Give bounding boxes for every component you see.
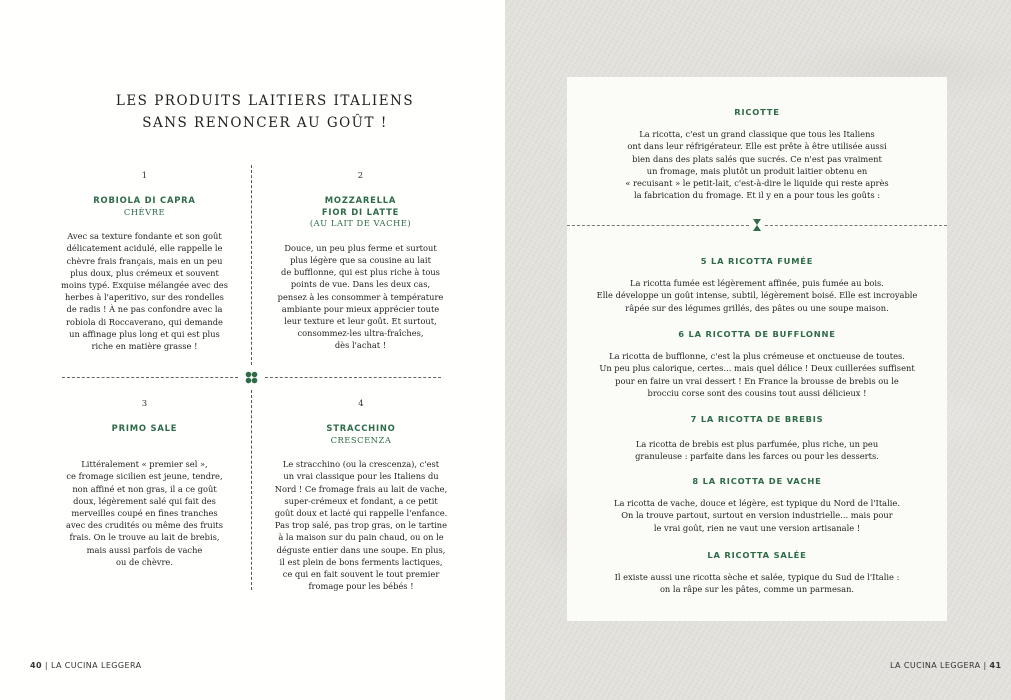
section-ricotta-salee: [567, 549, 947, 596]
cheese-block-stracchino: [265, 398, 457, 592]
vertical-divider-top: [251, 165, 252, 365]
cheese-block-primo-sale: [52, 398, 237, 568]
body-line: de radis ! À ne pas confondre avec la: [66, 304, 223, 315]
body-line: Pas trop salé, pas trop gras, on le tartine: [274, 520, 448, 531]
body-line: un fromage, mais plutôt un produit laitier obtenu en: [646, 165, 868, 176]
body-line: Avec sa texture fondante et son goût: [67, 231, 222, 242]
running-title: LA CUCINA LEGGERA: [50, 661, 142, 670]
block-body: [268, 242, 453, 352]
block-subheading: (AU LAIT DE VACHE): [309, 218, 412, 229]
body-line: super-crémeux et fondant, a ce petit: [284, 495, 438, 506]
body-line: fromage pour les bébés !: [308, 581, 414, 592]
body-line: Littéralement « premier sel »,: [81, 459, 208, 470]
body-line: non affiné et non gras, il a ce goût: [72, 483, 217, 494]
body-line: leur texture et leur goût. Et surtout,: [284, 315, 437, 326]
four-leaf-clover-icon: [244, 370, 259, 385]
body-line: il est plein de bons ferments lactiques,: [279, 556, 443, 567]
body-line: de bufflonne, qui est plus riche à tous: [281, 267, 440, 278]
body-line: merveilles coupé en fines tranches: [71, 508, 218, 519]
body-line: on la râpe sur les pâtes, comme un parmesan.: [659, 584, 855, 595]
body-line: « recuisant » le petit-lait, c'est-à-dire le liquide qui reste après: [625, 178, 889, 189]
body-line: plus légère que sa cousine au lait: [290, 254, 431, 265]
body-line: Elle développe un goût intense, subtil, légèrement boisé. Elle est incroyable: [596, 290, 918, 301]
body-line: doux, légèrement salé qui fait des: [73, 495, 216, 506]
body-line: plus doux, plus crémeux et souvent: [70, 267, 219, 278]
body-line: riche en matière grasse !: [91, 341, 198, 352]
body-line: La ricotta de brebis est plus parfumée, plus riche, un peu: [635, 439, 879, 450]
page-title: [95, 90, 435, 134]
body-line: ambiante pour mieux apprécier toute: [281, 303, 440, 314]
block-heading-2: FIOR DI LATTE: [321, 206, 400, 217]
body-line: à la maison sur du pain chaud, ou on le: [278, 532, 444, 543]
body-line: un affinage plus long et qui est plus: [69, 328, 220, 339]
body-line: un vrai classique pour les Italiens du: [283, 471, 439, 482]
section-heading: 8 LA RICOTTA DE VACHE: [692, 476, 822, 486]
left-page: [0, 0, 505, 700]
body-line: râpée sur des légumes grillés, des pâtes ou une soupe maison.: [625, 302, 889, 313]
body-line: ont dans leur réfrigérateur. Elle est prête à être utilisée aussi: [627, 141, 887, 152]
body-line: robiola di Roccaverano, qui demande: [66, 316, 223, 327]
section-ricotta-vache: [567, 475, 947, 534]
section-ricotta-bufflonne: [567, 328, 947, 399]
body-line: La ricotta de vache, douce et légère, est typique du Nord de l'Italie.: [614, 498, 900, 509]
body-line: mais aussi parfois de vache: [86, 544, 203, 555]
body-line: délicatement acidulé, elle rappelle le: [66, 243, 223, 254]
body-line: herbes à l'aperitivo, sur des rondelles: [65, 292, 224, 303]
section-ricotta-fumee: [567, 255, 947, 314]
section-heading: 6 LA RICOTTA DE BUFFLONNE: [678, 329, 836, 339]
body-line: frais. On le trouve au lait de brebis,: [69, 532, 220, 543]
body-line: chèvre frais français, mais en un peu: [66, 255, 223, 266]
body-line: Nord ! Ce fromage frais au lait de vache,: [274, 483, 448, 494]
footer-separator: |: [983, 661, 987, 670]
block-body: [52, 458, 237, 568]
block-heading: ROBIOLA DI CAPRA: [93, 195, 196, 206]
block-body: [52, 230, 237, 352]
body-line: La ricotta de bufflonne, c'est la plus crémeuse et onctueuse de toutes.: [609, 351, 905, 362]
title-line-1: LES PRODUITS LAITIERS ITALIENS: [115, 93, 415, 109]
block-heading: STRACCHINO: [326, 423, 396, 434]
hourglass-icon: [752, 218, 762, 232]
body-line: pour en faire un vrai dessert ! En France la brousse de brebis ou le: [615, 375, 899, 386]
body-line: La ricotta, c'est un grand classique que tous les Italiens: [639, 129, 875, 140]
body-line: pensez à les consommer à température: [277, 291, 444, 302]
block-subheading: CRESCENZA: [330, 434, 392, 445]
body-line: déguste entier dans une soupe. En plus,: [276, 544, 446, 555]
horizontal-divider-left: [62, 377, 238, 378]
footer-separator: |: [44, 661, 48, 670]
card-divider-right: [765, 225, 947, 226]
block-number: 4: [358, 399, 364, 409]
body-line: ce fromage sicilien est jeune, tendre,: [66, 471, 223, 482]
horizontal-divider-right: [265, 377, 441, 378]
body-line: bien dans des plats salés que sucrés. Ce n'est pas vraiment: [632, 153, 882, 164]
page-number: 41: [989, 661, 1002, 670]
card-divider-left: [567, 225, 749, 226]
body-line: avec des crudités ou même des fruits: [66, 520, 223, 531]
block-subheading: [52, 435, 237, 447]
block-body: [265, 458, 457, 592]
body-line: la fabrication du fromage. Et il y en a pour tous les goûts :: [633, 190, 881, 201]
body-line: points de vue. Dans les deux cas,: [290, 279, 431, 290]
section-heading: LA RICOTTA SALÉE: [707, 550, 807, 560]
body-line: consommez-les ultra-fraîches,: [297, 328, 424, 339]
body-line: Il existe aussi une ricotta sèche et salée, typique du Sud de l'Italie :: [614, 572, 900, 583]
running-title: LA CUCINA LEGGERA: [890, 661, 981, 670]
page-number: 40: [30, 661, 42, 670]
cheese-block-mozzarella: [268, 170, 453, 352]
block-subheading: CHÈVRE: [123, 206, 166, 217]
body-line: brocciu corse sont des cousins tout aussi délicieux !: [647, 387, 867, 398]
section-heading: 5 LA RICOTTA FUMÉE: [700, 256, 814, 266]
body-line: goût doux et lacté qui rappelle l'enfance.: [274, 508, 448, 519]
block-number: 2: [357, 171, 364, 181]
body-line: Un peu plus calorique, certes... mais quel délice ! Deux cuillerées suffisent: [599, 363, 915, 374]
body-line: Douce, un peu plus ferme et surtout: [284, 242, 437, 253]
page-footer: [890, 661, 1001, 670]
body-line: dès l'achat !: [334, 340, 387, 351]
ricotta-card: [567, 77, 947, 621]
title-line-2: SANS RENONCER AU GOÛT !: [142, 115, 388, 131]
body-line: La ricotta fumée est légèrement affinée, puis fumée au bois.: [630, 278, 884, 289]
card-heading: RICOTTE: [734, 107, 780, 117]
body-line: Le stracchino (ou la crescenza), c'est: [282, 459, 440, 470]
block-number: 3: [141, 399, 148, 409]
body-line: moins typé. Exquise mélangée avec des: [61, 280, 228, 291]
block-heading: PRIMO SALE: [111, 423, 178, 434]
section-ricotta-brebis: [567, 413, 947, 463]
vertical-divider-bottom: [251, 390, 252, 590]
body-line: On la trouve partout, surtout en version industrielle... mais pour: [621, 510, 893, 521]
body-line: ou de chèvre.: [116, 556, 173, 567]
body-line: le vrai goût, rien ne vaut une version artisanale !: [653, 522, 861, 533]
cheese-block-robiola: [52, 170, 237, 352]
block-heading: MOZZARELLA: [324, 195, 397, 206]
section-heading: 7 LA RICOTTA DE BREBIS: [690, 414, 824, 424]
body-line: granuleuse : parfaite dans les farces ou pour les desserts.: [635, 451, 879, 462]
block-number: 1: [141, 171, 148, 181]
body-line: ce qui en fait souvent le tout premier: [282, 569, 440, 580]
ricotte-intro: [567, 106, 947, 201]
page-footer: [30, 661, 141, 670]
